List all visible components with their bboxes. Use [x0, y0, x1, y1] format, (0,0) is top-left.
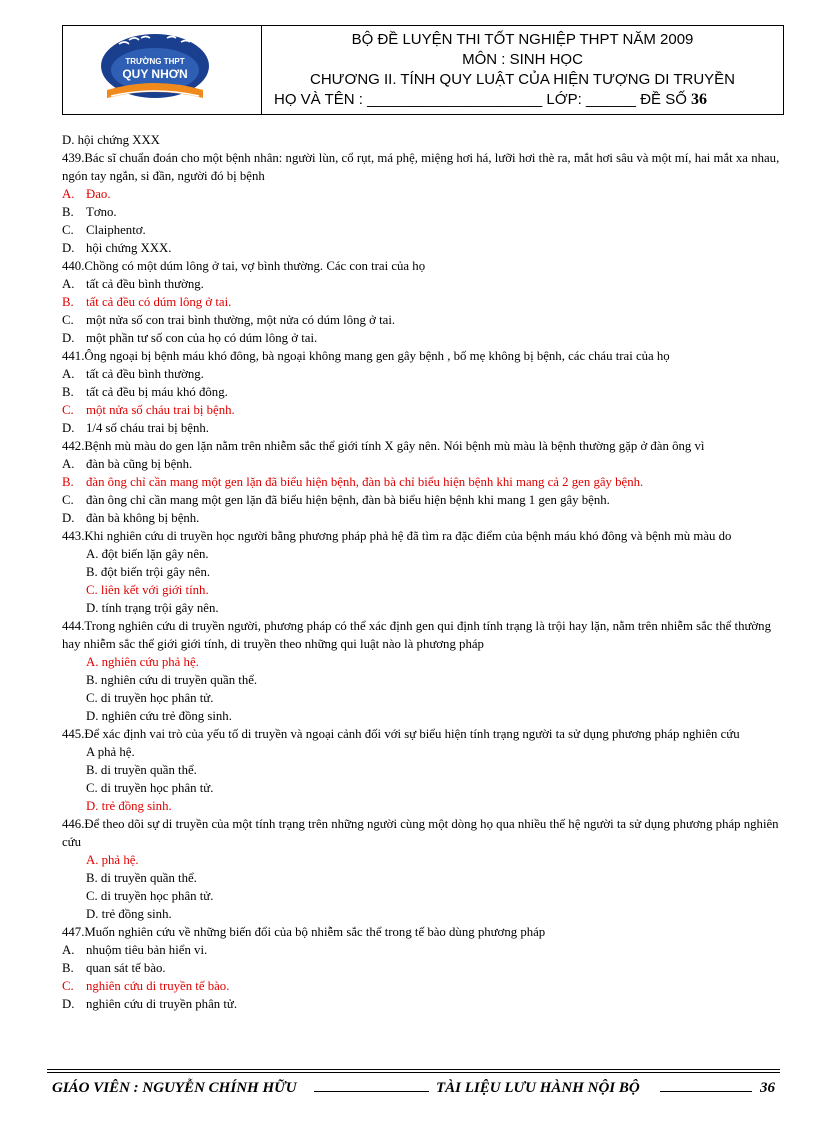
option-label: D. — [62, 997, 75, 1011]
option-label: C. — [62, 979, 74, 993]
option-text: đàn ông chỉ cần mang một gen lặn đã biểu hiện bệnh, đàn bà chỉ biểu hiện bệnh khi mang cả 2 gen gây bệnh. — [86, 475, 644, 489]
page-footer — [52, 1080, 782, 1102]
option-label: A. — [62, 367, 75, 381]
answer-option — [62, 365, 792, 383]
question-439: 439.Bác sĩ chuẩn đoán cho một bệnh nhân: người lùn, cổ rụt, má phệ, miệng hơi há, lưỡi hơi thè ra, mắt hơi sâu và một mí, hai mắt xa nhau, ngón tay ngắn, si đần, người đó bị bệnh — [62, 151, 780, 183]
question-446: 446.Để theo dõi sự di truyền của một tính trạng trên những người cùng một dòng họ qua nhiều thế hệ người ta sử dụng phương pháp nghiên cứu — [62, 817, 779, 849]
answer-option — [62, 203, 792, 221]
option-label: A. — [62, 187, 75, 201]
question-447: 447.Muốn nghiên cứu về những biến đổi của bộ nhiễm sắc thể trong tế bào dùng phương pháp — [62, 925, 546, 939]
logo-graphic — [63, 26, 261, 114]
svg-text:TRƯỜNG THPT: TRƯỜNG THPT — [125, 57, 185, 66]
option-label: D. — [62, 511, 75, 525]
option-text: nghiên cứu di truyền tế bào. — [86, 979, 230, 993]
option-label: D. — [62, 241, 75, 255]
footer-page-number: 36 — [760, 1080, 775, 1096]
option-label: D. — [62, 421, 75, 435]
question-441: 441.Ông ngoại bị bệnh máu khó đông, bà ngoại không mang gen gây bệnh , bố mẹ không bị bệnh, các cháu trai của họ — [62, 349, 670, 363]
option-text: tất cả đều bị máu khó đông. — [86, 385, 228, 399]
answer-option: A. phả hệ. — [86, 853, 139, 867]
prev-option-d: D. hội chứng XXX — [62, 133, 160, 147]
question-440: 440.Chồng có một dúm lông ở tai, vợ bình thường. Các con trai của họ — [62, 259, 426, 273]
answer-option — [62, 455, 792, 473]
answer-option — [62, 383, 792, 401]
student-info-line — [262, 90, 783, 110]
school-logo — [63, 26, 262, 114]
answer-option: C. di truyền học phân tử. — [86, 889, 214, 903]
option-text: tất cả đều bình thường. — [86, 367, 204, 381]
question-444: 444.Trong nghiên cứu di truyền người, phương pháp có thể xác định gen qui định tính trạng là trội hay lặn, nằm trên nhiễm sắc thể thường hay nhiễm sắc thể giới giới tính, di truyền theo những qui luật nào là phương pháp — [62, 619, 771, 651]
option-text: tất cả đều có dúm lông ở tai. — [86, 295, 232, 309]
answer-option — [62, 977, 792, 995]
option-text: một nửa số con trai bình thường, một nửa có dúm lông ở tai. — [86, 313, 396, 327]
footer-line-1 — [314, 1091, 429, 1092]
option-label: C. — [62, 313, 74, 327]
option-text: Đao. — [86, 187, 111, 201]
exam-title: BỘ ĐỀ LUYỆN THI TỐT NGHIỆP THPT NĂM 2009 — [351, 31, 694, 48]
chapter-line: CHƯƠNG II. TÍNH QUY LUẬT CỦA HIỆN TƯỢNG DI TRUYỀN — [309, 71, 736, 88]
answer-option — [62, 221, 792, 239]
option-text: 1/4 số cháu trai bị bệnh. — [86, 421, 209, 435]
answer-option — [62, 419, 792, 437]
answer-option — [62, 491, 792, 509]
answer-option: C. liên kết với giới tính. — [86, 583, 209, 597]
answer-option: B. nghiên cứu di truyền quần thể. — [86, 673, 258, 687]
answer-option: A. nghiên cứu phả hệ. — [86, 655, 199, 669]
option-text: một phần tư số con của họ có dúm lông ở tai. — [86, 331, 318, 345]
answer-option — [62, 995, 792, 1013]
option-label: D. — [62, 331, 75, 345]
option-text: một nửa số cháu trai bị bệnh. — [86, 403, 235, 417]
footer-rule-bottom — [47, 1072, 780, 1073]
answer-option: B. di truyền quần thể. — [86, 763, 197, 777]
answer-option — [62, 959, 792, 977]
answer-option — [62, 293, 792, 311]
answer-option — [62, 275, 792, 293]
name-class-fields: HỌ VÀ TÊN : _____________________ LỚP: ______ ĐỀ SỐ — [274, 91, 687, 108]
footer-rule-top — [47, 1069, 780, 1070]
svg-text:QUY NHƠN: QUY NHƠN — [122, 67, 188, 81]
question-list — [62, 131, 792, 1013]
option-label: B. — [62, 961, 74, 975]
question-442: 442.Bệnh mù màu do gen lặn nằm trên nhiễm sắc thể giới tính X gây nên. Nói bệnh mù màu là bệnh thường gặp ở đàn ông vì — [62, 439, 705, 453]
exam-title-block — [262, 26, 783, 114]
answer-option — [62, 473, 792, 491]
option-text: tất cả đều bình thường. — [86, 277, 204, 291]
page-header — [62, 25, 784, 115]
option-label: C. — [62, 223, 74, 237]
answer-option — [62, 185, 792, 203]
question-443: 443.Khi nghiên cứu di truyền học người bằng phương pháp phả hệ đã tìm ra đặc điểm của bệnh máu khó đông và bệnh mù màu do — [62, 529, 732, 543]
option-text: Tơno. — [86, 205, 117, 219]
answer-option: D. tính trạng trội gây nên. — [86, 601, 219, 615]
answer-option — [62, 329, 792, 347]
option-text: đàn ông chỉ cần mang một gen lặn đã biểu hiện bệnh, đàn bà biểu hiện bệnh khi mang 1 gen gây bệnh. — [86, 493, 610, 507]
answer-option: A phả hệ. — [86, 745, 135, 759]
option-text: Claiphentơ. — [86, 223, 146, 237]
answer-option — [62, 401, 792, 419]
answer-option — [62, 311, 792, 329]
answer-option — [62, 239, 792, 257]
option-label: B. — [62, 205, 74, 219]
answer-option: B. di truyền quần thể. — [86, 871, 197, 885]
option-label: A. — [62, 457, 75, 471]
option-text: quan sát tế bào. — [86, 961, 166, 975]
option-text: nhuộm tiêu bản hiển vi. — [86, 943, 208, 957]
answer-option: D. trẻ đồng sinh. — [86, 799, 172, 813]
option-text: nghiên cứu di truyền phân tử. — [86, 997, 238, 1011]
option-text: hội chứng XXX. — [86, 241, 172, 255]
option-text: đàn bà không bị bệnh. — [86, 511, 200, 525]
answer-option — [62, 941, 792, 959]
option-label: A. — [62, 943, 75, 957]
footer-internal: TÀI LIỆU LƯU HÀNH NỘI BỘ — [436, 1080, 640, 1096]
answer-option — [62, 509, 792, 527]
option-text: đàn bà cũng bị bệnh. — [86, 457, 193, 471]
option-label: C. — [62, 493, 74, 507]
option-label: A. — [62, 277, 75, 291]
question-445: 445.Để xác định vai trò của yếu tố di truyền và ngoại cảnh đối với sự biểu hiện tính trạng người ta sử dụng phương pháp nghiên cứu — [62, 727, 740, 741]
exam-number: 36 — [691, 91, 708, 108]
option-label: B. — [62, 295, 74, 309]
option-label: B. — [62, 475, 74, 489]
option-label: B. — [62, 385, 74, 399]
answer-option: D. trẻ đồng sinh. — [86, 907, 172, 921]
answer-option: C. di truyền học phân tử. — [86, 691, 214, 705]
answer-option: A. đột biến lặn gây nên. — [86, 547, 209, 561]
footer-line-2 — [660, 1091, 752, 1092]
subject-line: MÔN : SINH HỌC — [462, 51, 583, 68]
answer-option: B. đột biến trội gây nên. — [86, 565, 211, 579]
answer-option: C. di truyền học phân tử. — [86, 781, 214, 795]
answer-option: D. nghiên cứu trẻ đồng sinh. — [86, 709, 232, 723]
option-label: C. — [62, 403, 74, 417]
footer-teacher: GIÁO VIÊN : NGUYỄN CHÍNH HỮU — [52, 1080, 297, 1096]
